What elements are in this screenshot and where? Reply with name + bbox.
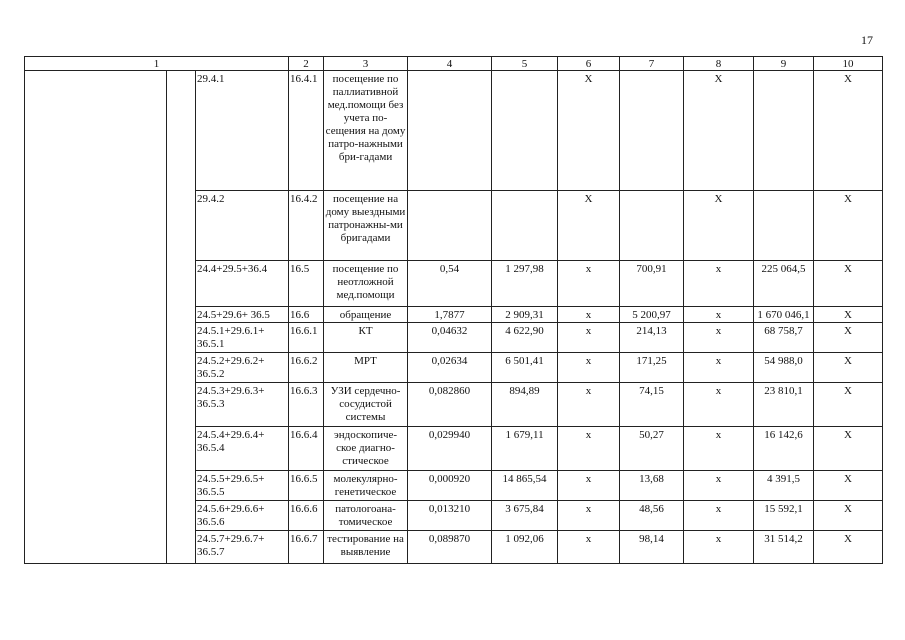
row-col6-cell: x	[558, 471, 620, 501]
row-code-cell: 24.5.6+29.6.6+ 36.5.6	[196, 501, 289, 531]
row-col4-cell: 0,029940	[408, 427, 492, 471]
row-name-cell: тестирование на выявление	[324, 531, 408, 564]
row-col7-cell	[620, 71, 684, 191]
row-col9-cell: 15 592,1	[754, 501, 814, 531]
row-col7-cell: 48,56	[620, 501, 684, 531]
row-number-cell: 16.6.5	[289, 471, 324, 501]
row-col10-cell: X	[814, 261, 883, 307]
row-col6-cell: x	[558, 501, 620, 531]
row-col10-cell: X	[814, 501, 883, 531]
row-number-cell: 16.4.1	[289, 71, 324, 191]
row-col6-cell: x	[558, 427, 620, 471]
table-row	[25, 71, 883, 191]
row-number-cell: 16.6.4	[289, 427, 324, 471]
row-col10-cell: X	[814, 471, 883, 501]
row-code-cell: 24.5.1+29.6.1+ 36.5.1	[196, 323, 289, 353]
row-col8-cell: x	[684, 427, 754, 471]
row-col10-cell: X	[814, 191, 883, 261]
row-code-cell: 24.5.2+29.6.2+ 36.5.2	[196, 353, 289, 383]
row-col9-cell: 31 514,2	[754, 531, 814, 564]
header-row	[25, 57, 883, 71]
row-col6-cell: x	[558, 383, 620, 427]
row-col9-cell	[754, 191, 814, 261]
header-cell-8: 8	[684, 57, 754, 71]
row-number-cell: 16.6.2	[289, 353, 324, 383]
row-name-cell: посещение по неотложной мед.помощи	[324, 261, 408, 307]
row-col4-cell: 0,02634	[408, 353, 492, 383]
row-col5-cell: 14 865,54	[492, 471, 558, 501]
row-col4-cell: 0,089870	[408, 531, 492, 564]
page-number: 17	[861, 33, 873, 47]
row-col4-cell: 0,04632	[408, 323, 492, 353]
row-col6-cell: x	[558, 531, 620, 564]
row-col8-cell: x	[684, 353, 754, 383]
row-col6-cell: x	[558, 261, 620, 307]
row-name-cell: посещение по паллиативной мед.помощи без учета по-сещения на дому патро-нажными бри-гадами	[324, 71, 408, 191]
row-number-cell: 16.4.2	[289, 191, 324, 261]
row-col8-cell: x	[684, 471, 754, 501]
header-cell-2: 2	[289, 57, 324, 71]
row-col4-cell: 0,54	[408, 261, 492, 307]
row-col9-cell: 225 064,5	[754, 261, 814, 307]
row-col4-cell: 0,082860	[408, 383, 492, 427]
row-col5-cell	[492, 71, 558, 191]
row-col9-cell: 4 391,5	[754, 471, 814, 501]
row-col5-cell: 4 622,90	[492, 323, 558, 353]
row-col6-cell: x	[558, 307, 620, 323]
row-col9-cell	[754, 71, 814, 191]
row-col10-cell: X	[814, 427, 883, 471]
row-col8-cell: X	[684, 71, 754, 191]
header-cell-9: 9	[754, 57, 814, 71]
header-cell-7: 7	[620, 57, 684, 71]
row-col7-cell	[620, 191, 684, 261]
row-col6-cell: x	[558, 353, 620, 383]
row-col8-cell: x	[684, 531, 754, 564]
row-code-cell: 24.4+29.5+36.4	[196, 261, 289, 307]
row-col8-cell: x	[684, 383, 754, 427]
row-name-cell: УЗИ сердечно-сосудистой системы	[324, 383, 408, 427]
header-cell-1: 1	[25, 57, 289, 71]
row-number-cell: 16.6.1	[289, 323, 324, 353]
row-col6-cell: X	[558, 191, 620, 261]
row-col8-cell: x	[684, 501, 754, 531]
row-col4-cell: 0,013210	[408, 501, 492, 531]
row-code-cell: 29.4.2	[196, 191, 289, 261]
row-col5-cell	[492, 191, 558, 261]
row-col10-cell: X	[814, 323, 883, 353]
row-col10-cell: X	[814, 307, 883, 323]
data-table	[24, 56, 883, 564]
row-col8-cell: x	[684, 323, 754, 353]
row-col5-cell: 1 092,06	[492, 531, 558, 564]
row-col7-cell: 214,13	[620, 323, 684, 353]
row-code-cell: 24.5+29.6+ 36.5	[196, 307, 289, 323]
row-col7-cell: 171,25	[620, 353, 684, 383]
row-number-cell: 16.6.7	[289, 531, 324, 564]
row-name-cell: молекулярно-генетическое	[324, 471, 408, 501]
row-col4-cell	[408, 71, 492, 191]
row-col8-cell: X	[684, 191, 754, 261]
row-col7-cell: 13,68	[620, 471, 684, 501]
header-cell-10: 10	[814, 57, 883, 71]
row-col9-cell: 1 670 046,1	[754, 307, 814, 323]
row-col7-cell: 74,15	[620, 383, 684, 427]
blank-merged-cell	[167, 71, 196, 564]
row-code-cell: 24.5.3+29.6.3+ 36.5.3	[196, 383, 289, 427]
row-col6-cell: x	[558, 323, 620, 353]
row-number-cell: 16.6	[289, 307, 324, 323]
row-name-cell: обращение	[324, 307, 408, 323]
row-code-cell: 29.4.1	[196, 71, 289, 191]
row-col5-cell: 3 675,84	[492, 501, 558, 531]
header-cell-4: 4	[408, 57, 492, 71]
row-col5-cell: 2 909,31	[492, 307, 558, 323]
row-col8-cell: x	[684, 261, 754, 307]
row-name-cell: посещение на дому выездными патронажны-ми бригадами	[324, 191, 408, 261]
row-number-cell: 16.5	[289, 261, 324, 307]
row-name-cell: патологоана-томическое	[324, 501, 408, 531]
row-col7-cell: 5 200,97	[620, 307, 684, 323]
row-col4-cell: 0,000920	[408, 471, 492, 501]
row-col4-cell: 1,7877	[408, 307, 492, 323]
header-cell-6: 6	[558, 57, 620, 71]
row-col8-cell: x	[684, 307, 754, 323]
row-col10-cell: X	[814, 353, 883, 383]
row-col10-cell: X	[814, 531, 883, 564]
row-name-cell: КТ	[324, 323, 408, 353]
row-col7-cell: 50,27	[620, 427, 684, 471]
header-cell-5: 5	[492, 57, 558, 71]
row-col5-cell: 6 501,41	[492, 353, 558, 383]
row-col10-cell: X	[814, 71, 883, 191]
row-col6-cell: X	[558, 71, 620, 191]
blank-merged-cell	[25, 71, 167, 564]
row-code-cell: 24.5.7+29.6.7+ 36.5.7	[196, 531, 289, 564]
row-name-cell: МРТ	[324, 353, 408, 383]
row-code-cell: 24.5.4+29.6.4+ 36.5.4	[196, 427, 289, 471]
row-code-cell: 24.5.5+29.6.5+ 36.5.5	[196, 471, 289, 501]
row-col4-cell	[408, 191, 492, 261]
row-col9-cell: 23 810,1	[754, 383, 814, 427]
row-number-cell: 16.6.3	[289, 383, 324, 427]
row-col9-cell: 68 758,7	[754, 323, 814, 353]
header-cell-3: 3	[324, 57, 408, 71]
row-name-cell: эндоскопиче-ское диагно-стическое	[324, 427, 408, 471]
row-col10-cell: X	[814, 383, 883, 427]
row-col7-cell: 700,91	[620, 261, 684, 307]
row-col9-cell: 54 988,0	[754, 353, 814, 383]
row-col5-cell: 1 679,11	[492, 427, 558, 471]
row-number-cell: 16.6.6	[289, 501, 324, 531]
row-col5-cell: 894,89	[492, 383, 558, 427]
row-col7-cell: 98,14	[620, 531, 684, 564]
row-col9-cell: 16 142,6	[754, 427, 814, 471]
row-col5-cell: 1 297,98	[492, 261, 558, 307]
